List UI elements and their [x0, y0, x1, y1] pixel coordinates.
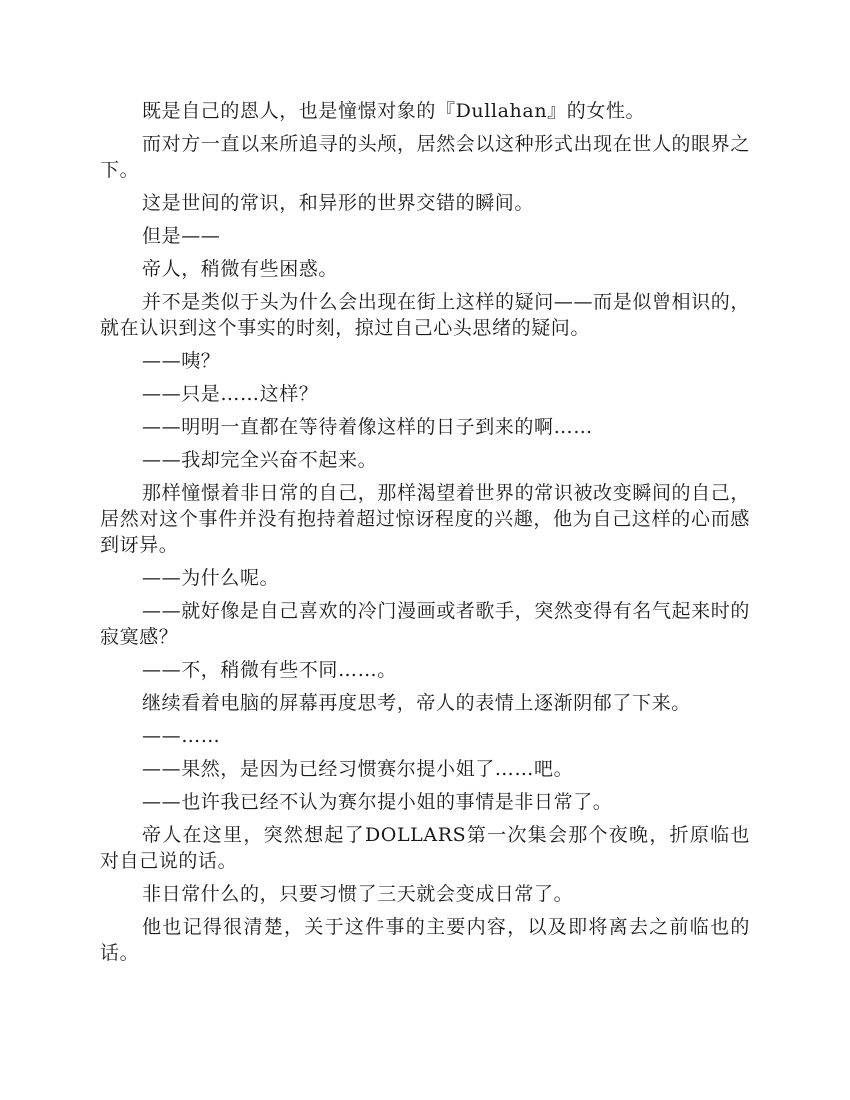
paragraph: 但是—— [142, 225, 221, 247]
paragraph: 那样憧憬着非日常的自己，那样渴望着世界的常识被改变瞬间的自己，居然对这个事件并没有抱持着超过惊讶程度的兴趣，他为自己这样的心而感到讶异。 [100, 482, 750, 556]
document-page [100, 98, 750, 973]
paragraph: 并不是类似于头为什么会出现在街上这样的疑问——而是似曾相识的，就在认识到这个事实的时刻，掠过自己心头思绪的疑问。 [100, 291, 750, 339]
paragraph: 非日常什么的，只要习惯了三天就会变成日常了。 [142, 883, 574, 905]
paragraph: 继续看着电脑的屏幕再度思考，帝人的表情上逐渐阴郁了下来。 [142, 692, 691, 714]
paragraph: 而对方一直以来所追寻的头颅，居然会以这种形式出现在世人的眼界之下。 [100, 133, 750, 181]
paragraph: 帝人，稍微有些困惑。 [142, 258, 339, 280]
paragraph: ——只是……这样？ [142, 383, 319, 405]
paragraph: ——也许我已经不认为赛尔提小姐的事情是非日常了。 [142, 791, 613, 813]
paragraph: 既是自己的恩人，也是憧憬对象的『Dullahan』的女性。 [142, 100, 646, 122]
paragraph: 帝人在这里，突然想起了DOLLARS第一次集会那个夜晚，折原临也对自己说的话。 [100, 824, 750, 872]
paragraph: ——…… [142, 725, 221, 747]
paragraph: ——果然，是因为已经习惯赛尔提小姐了……吧。 [142, 758, 574, 780]
paragraph: ——不，稍微有些不同……。 [142, 659, 397, 681]
paragraph: ——明明一直都在等待着像这样的日子到来的啊…… [142, 416, 593, 438]
paragraph: ——为什么呢。 [142, 567, 280, 589]
paragraph: ——咦？ [142, 350, 221, 372]
paragraph: 他也记得很清楚，关于这件事的主要内容，以及即将离去之前临也的话。 [100, 916, 750, 964]
paragraph: ——我却完全兴奋不起来。 [142, 449, 378, 471]
paragraph: 这是世间的常识，和异形的世界交错的瞬间。 [142, 192, 535, 214]
paragraph: ——就好像是自己喜欢的冷门漫画或者歌手，突然变得有名气起来时的寂寞感？ [100, 600, 750, 648]
